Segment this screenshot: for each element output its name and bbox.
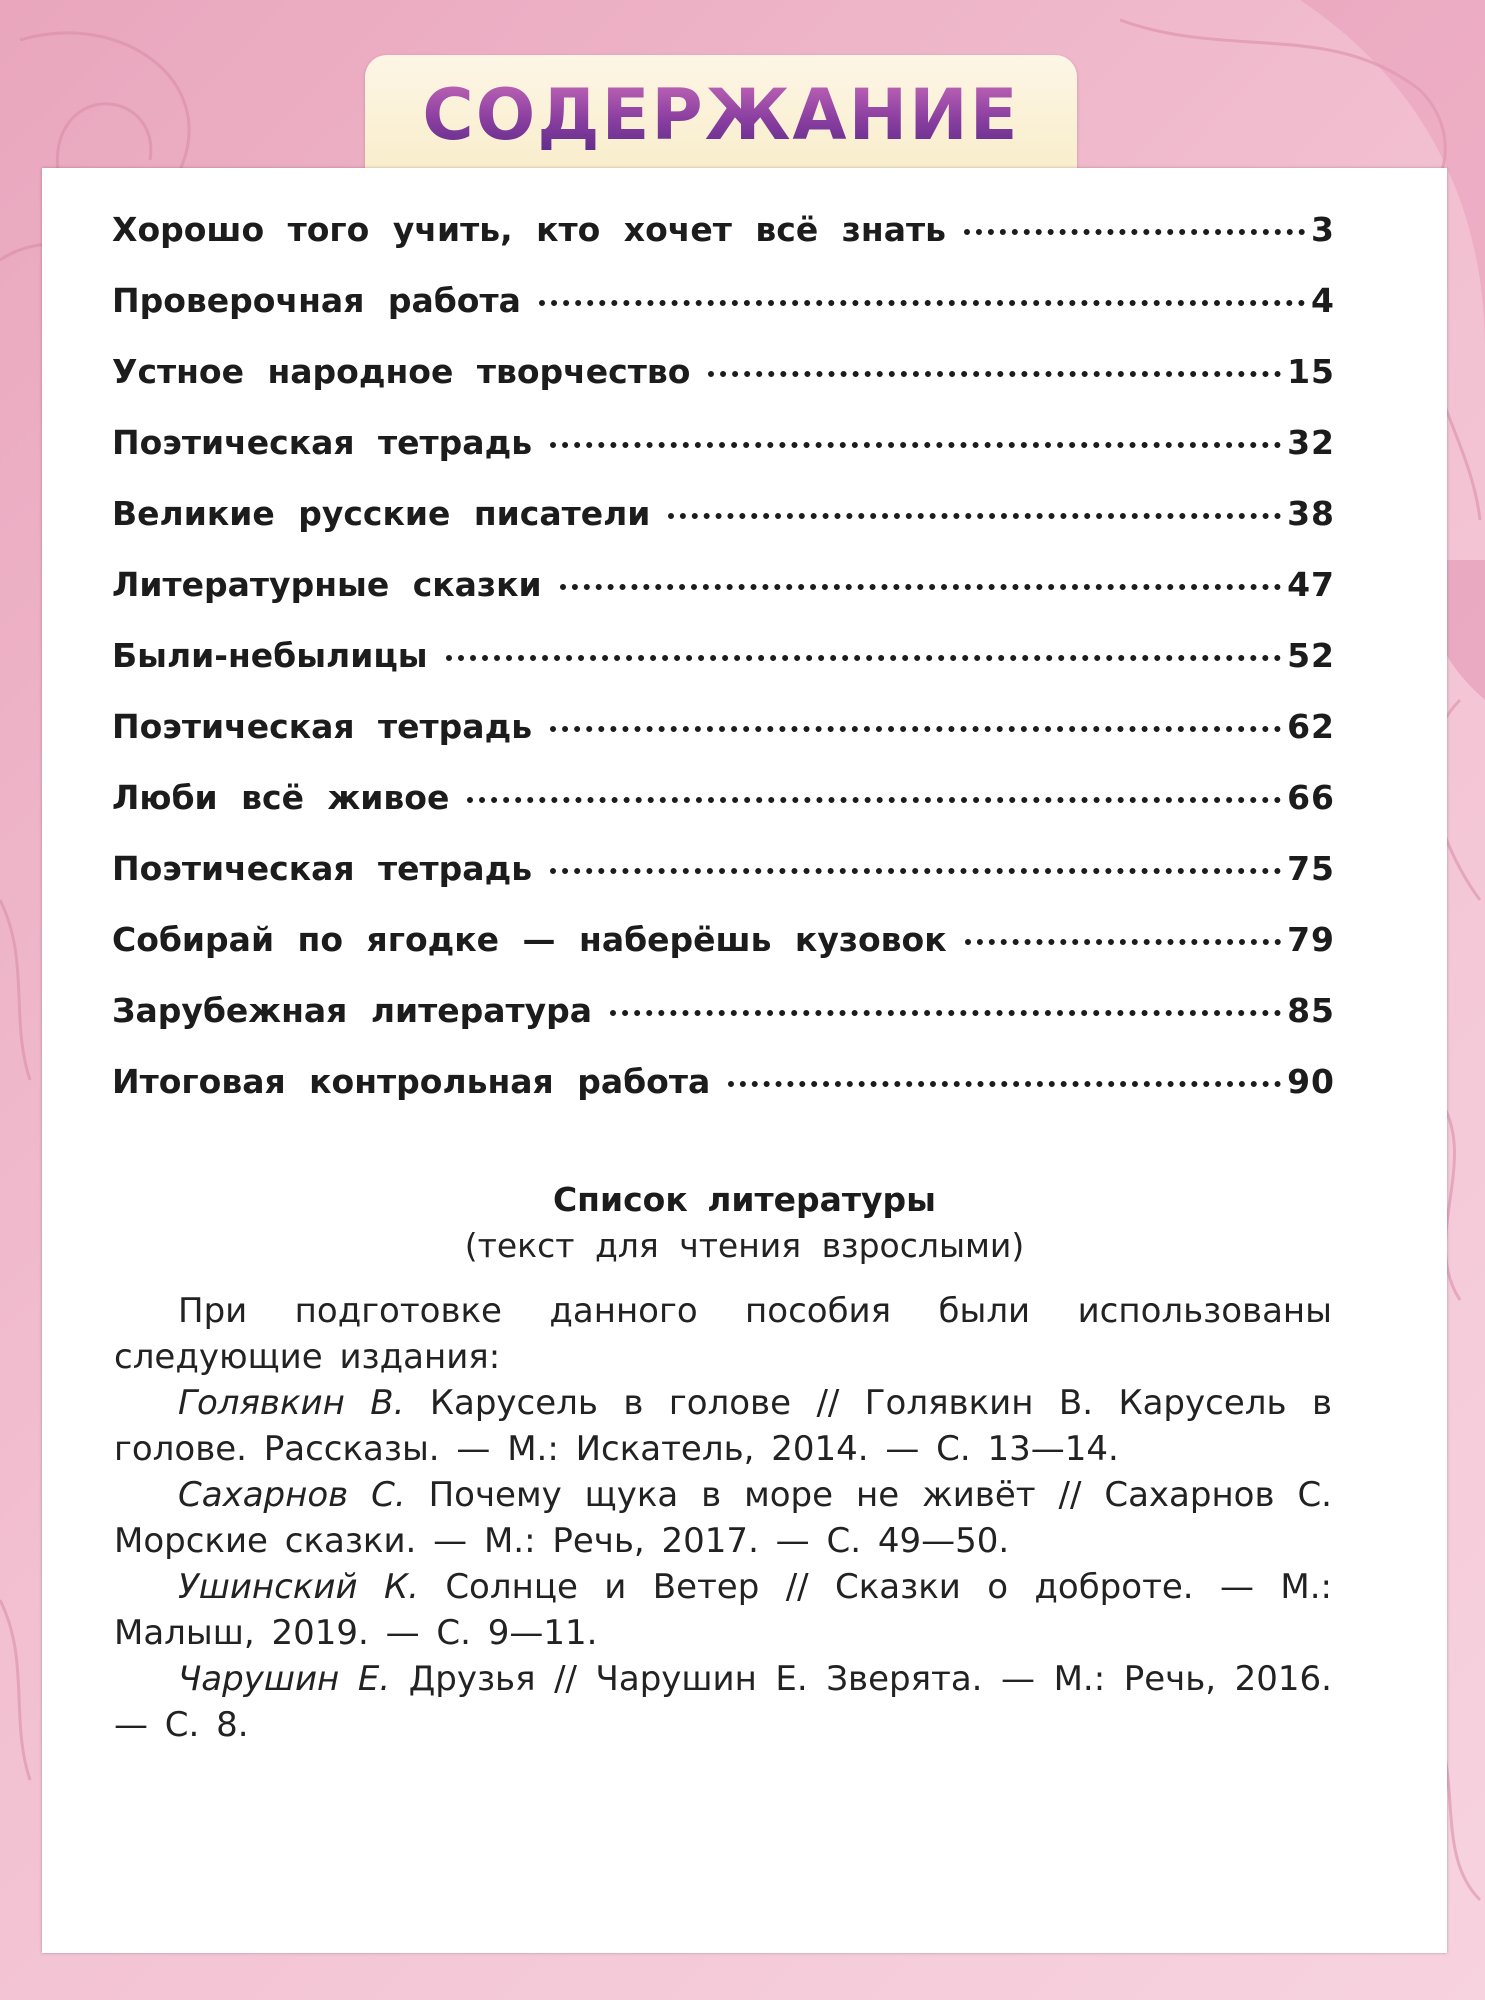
entry-author: Чарушин Е. bbox=[178, 1659, 391, 1699]
toc-entry-title: Устное народное творчество bbox=[112, 352, 691, 391]
bibliography-subheading: (текст для чтения взрослыми) bbox=[464, 1226, 1025, 1265]
table-of-contents bbox=[112, 210, 1335, 1133]
bibliography-entry bbox=[114, 1380, 1332, 1472]
toc-leader-dots bbox=[550, 726, 1281, 732]
content-card bbox=[42, 168, 1447, 1953]
toc-entry[interactable] bbox=[112, 636, 1335, 707]
entry-author: Голявкин В. bbox=[178, 1383, 405, 1423]
toc-leader-dots bbox=[446, 655, 1281, 661]
toc-leader-dots bbox=[539, 300, 1305, 306]
title-tab bbox=[365, 55, 1077, 185]
toc-entry-title: Проверочная работа bbox=[112, 281, 521, 320]
toc-entry-title: Зарубежная литература bbox=[112, 991, 593, 1030]
toc-entry-page: 15 bbox=[1287, 352, 1335, 391]
toc-entry[interactable] bbox=[112, 281, 1335, 352]
toc-leader-dots bbox=[965, 939, 1281, 945]
bibliography-heading: Список литературы bbox=[552, 1180, 937, 1219]
toc-leader-dots bbox=[550, 868, 1281, 874]
toc-leader-dots bbox=[610, 1010, 1281, 1016]
toc-entry-page: 66 bbox=[1287, 778, 1335, 817]
toc-leader-dots bbox=[467, 797, 1281, 803]
toc-leader-dots bbox=[964, 229, 1305, 235]
toc-entry-page: 79 bbox=[1287, 920, 1335, 959]
toc-entry-title: Великие русские писатели bbox=[112, 494, 651, 533]
entry-author: Ушинский К. bbox=[178, 1567, 419, 1607]
toc-entry-page: 4 bbox=[1311, 281, 1335, 320]
toc-entry[interactable] bbox=[112, 920, 1335, 991]
toc-entry-title: Хорошо того учить, кто хочет всё знать bbox=[112, 210, 946, 249]
toc-entry-page: 38 bbox=[1287, 494, 1335, 533]
toc-entry-page: 85 bbox=[1287, 991, 1335, 1030]
entry-text: Солнце и Ветер // Сказки о доброте. — М.: Малыш, 2019. — С. 9—11. bbox=[114, 1567, 1332, 1653]
page-title: СОДЕРЖАНИЕ bbox=[422, 74, 1020, 156]
toc-entry[interactable] bbox=[112, 1062, 1335, 1133]
toc-entry-page: 52 bbox=[1287, 636, 1335, 675]
toc-entry-title: Поэтическая тетрадь bbox=[112, 849, 533, 888]
toc-entry-title: Были-небылицы bbox=[112, 636, 428, 675]
entry-author: Сахарнов С. bbox=[178, 1475, 406, 1515]
toc-entry[interactable] bbox=[112, 565, 1335, 636]
toc-entry[interactable] bbox=[112, 849, 1335, 920]
toc-leader-dots bbox=[708, 371, 1281, 377]
toc-entry-title: Итоговая контрольная работа bbox=[112, 1062, 711, 1101]
toc-leader-dots bbox=[728, 1081, 1281, 1087]
toc-entry-page: 75 bbox=[1287, 849, 1335, 888]
toc-entry[interactable] bbox=[112, 991, 1335, 1062]
bibliography-entry bbox=[114, 1472, 1332, 1564]
bibliography-intro: При подготовке данного пособия были использованы следующие издания: bbox=[114, 1291, 1332, 1377]
toc-entry[interactable] bbox=[112, 778, 1335, 849]
toc-entry-page: 47 bbox=[1287, 565, 1335, 604]
toc-leader-dots bbox=[550, 442, 1281, 448]
entry-text: Друзья // Чарушин Е. Зверята. — М.: Речь, 2016. — С. 8. bbox=[114, 1659, 1332, 1745]
toc-leader-dots bbox=[560, 584, 1281, 590]
toc-entry-title: Собирай по ягодке — наберёшь кузовок bbox=[112, 920, 947, 959]
toc-entry-title: Поэтическая тетрадь bbox=[112, 423, 533, 462]
toc-entry-page: 3 bbox=[1311, 210, 1335, 249]
toc-entry-page: 62 bbox=[1287, 707, 1335, 746]
toc-entry[interactable] bbox=[112, 707, 1335, 778]
entry-text: Почему щука в море не живёт // Сахарнов С. Морские сказки. — М.: Речь, 2017. — С. 49—50. bbox=[114, 1475, 1332, 1561]
toc-entry-title: Поэтическая тетрадь bbox=[112, 707, 533, 746]
toc-leader-dots bbox=[668, 513, 1281, 519]
toc-entry-page: 90 bbox=[1287, 1062, 1335, 1101]
bibliography-entry bbox=[114, 1564, 1332, 1656]
toc-entry-title: Люби всё живое bbox=[112, 778, 450, 817]
toc-entry-title: Литературные сказки bbox=[112, 565, 542, 604]
entry-text: Карусель в голове // Голявкин В. Карусель в голове. Рассказы. — М.: Искатель, 2014. — С. 13—14. bbox=[114, 1383, 1332, 1469]
toc-entry[interactable] bbox=[112, 352, 1335, 423]
toc-entry[interactable] bbox=[112, 423, 1335, 494]
bibliography-list bbox=[114, 1288, 1332, 1748]
toc-entry[interactable] bbox=[112, 210, 1335, 281]
toc-entry-page: 32 bbox=[1287, 423, 1335, 462]
toc-entry[interactable] bbox=[112, 494, 1335, 565]
bibliography-entry bbox=[114, 1656, 1332, 1748]
